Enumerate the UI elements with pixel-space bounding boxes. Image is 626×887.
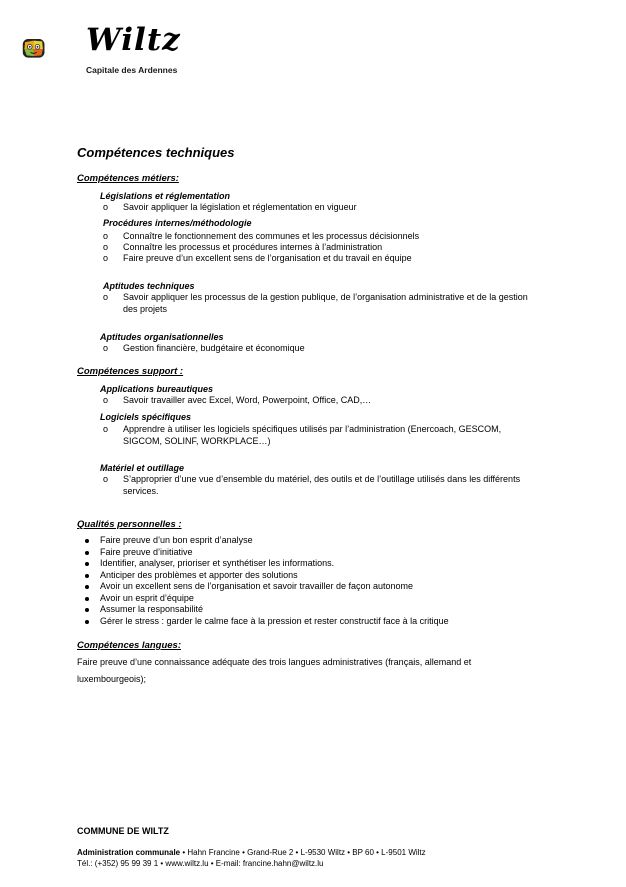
- list-item: Assumer la responsabilité: [100, 604, 520, 616]
- bullet-icon: o: [103, 395, 109, 405]
- footer-address-rest: • Hahn Francine • Grand-Rue 2 • L-9530 Wiltz • BP 60 • L-9501 Wiltz: [180, 848, 426, 857]
- bullet-icon: o: [103, 343, 109, 353]
- list-item: o Savoir travailler avec Excel, Word, Powerpoint, Office, CAD,…: [103, 395, 372, 405]
- list-item: o Gestion financière, budgétaire et économique: [103, 343, 305, 353]
- list-item: Avoir un esprit d’équipe: [100, 593, 520, 605]
- subheading-materiel: Matériel et outillage: [100, 463, 185, 473]
- subheading-aptitudes-organisationnelles: Aptitudes organisationnelles: [100, 332, 224, 342]
- bullet-icon: o: [103, 474, 109, 484]
- section-heading-support: Compétences support :: [77, 366, 184, 377]
- page-title: Compétences techniques: [77, 145, 235, 160]
- bullet-icon: o: [103, 253, 109, 263]
- section-heading-metiers: Compétences métiers:: [77, 173, 179, 184]
- bullet-icon: [85, 585, 89, 589]
- section-heading-qualites: Qualités personnelles :: [77, 519, 182, 530]
- list-item: Gérer le stress : garder le calme face à la pression et rester constructif face à la critique: [100, 616, 520, 628]
- bullet-icon: [85, 539, 89, 543]
- section-heading-langues: Compétences langues:: [77, 640, 181, 651]
- list-item: o Connaître le fonctionnement des communes et les processus décisionnels: [103, 231, 420, 241]
- bullet-icon: o: [103, 231, 109, 241]
- bullet-icon: o: [103, 424, 109, 434]
- bullet-icon: o: [103, 292, 109, 302]
- subheading-legislation: Législations et réglementation: [100, 191, 231, 201]
- bullet-icon: [85, 574, 89, 578]
- subheading-logiciels: Logiciels spécifiques: [100, 412, 192, 422]
- bullet-icon: o: [103, 242, 109, 252]
- subheading-aptitudes-techniques: Aptitudes techniques: [103, 281, 195, 291]
- logo-tagline: Capitale des Ardennes: [86, 65, 178, 75]
- bullet-icon: [85, 597, 89, 601]
- subheading-bureautique: Applications bureautiques: [100, 384, 214, 394]
- bullet-icon: [85, 562, 89, 566]
- bullet-icon: o: [103, 202, 109, 212]
- logo-wordmark: Wiltz: [86, 22, 181, 58]
- list-item: o Connaître les processus et procédures internes à l’administration: [103, 242, 383, 252]
- list-item: o Apprendre à utiliser les logiciels spécifiques utilisés par l’administration (Enercoach, GESCOM, SIGCOM, SOLINF, WORKPLACE…): [103, 424, 502, 446]
- bullet-icon: [85, 551, 89, 555]
- bullet-icon: [85, 608, 89, 612]
- footer-address: [77, 848, 426, 857]
- wiltz-logo: [22, 22, 84, 77]
- langues-text: Faire preuve d’une connaissance adéquate des trois langues administratives (français, allemand et luxembourgeois);: [77, 657, 472, 684]
- list-item: Anticiper des problèmes et apporter des solutions: [100, 570, 520, 582]
- footer-org: COMMUNE DE WILTZ: [77, 826, 169, 836]
- list-item: Faire preuve d’initiative: [100, 547, 520, 559]
- footer-address-label: Administration communale: [77, 848, 181, 857]
- list-item: o Faire preuve d’un excellent sens de l’organisation et du travail en équipe: [103, 253, 412, 263]
- list-item: o Savoir appliquer la législation et réglementation en vigueur: [103, 202, 357, 212]
- list-item: Avoir un excellent sens de l’organisation et savoir travailler de façon autonome: [100, 581, 520, 593]
- list-item: Identifier, analyser, prioriser et synthétiser les informations.: [100, 558, 520, 570]
- list-item: o S’approprier d’une vue d’ensemble du matériel, des outils et de l’outillage utilisés dans les différents services.: [103, 474, 521, 496]
- list-item: o Savoir appliquer les processus de la gestion publique, de l’organisation administrative et de la gestion des projets: [103, 292, 528, 314]
- list-item: Faire preuve d’un bon esprit d’analyse: [100, 535, 520, 547]
- subheading-procedures: Procédures internes/méthodologie: [103, 218, 252, 228]
- bullet-icon: [85, 620, 89, 624]
- footer-contact: Tél.: (+352) 95 99 39 1 • www.wiltz.lu • E-mail: francine.hahn@wiltz.lu: [77, 859, 324, 868]
